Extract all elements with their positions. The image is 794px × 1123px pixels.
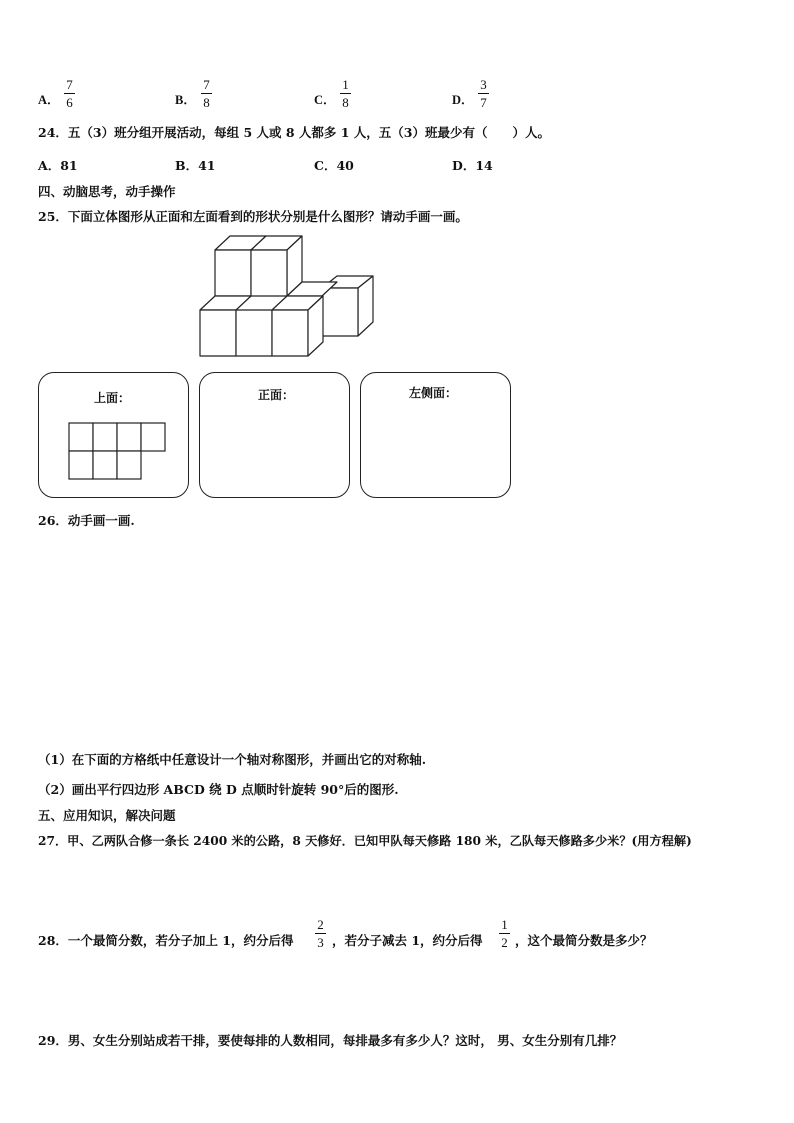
q28-part-2: ，若分子减去 1，约分后得 — [332, 933, 483, 948]
denominator: 3 — [317, 935, 324, 950]
denominator: 7 — [480, 95, 487, 110]
q27-question: 27．甲、乙两队合修一条长 2400 米的公路，8 天修好．已知甲队每天修路 180 米，乙队每天修路多少米？(用方程解) — [38, 834, 692, 848]
q28-fraction-1 — [315, 917, 326, 950]
q23-option-d-fraction — [478, 77, 489, 110]
numerator: 1 — [342, 77, 349, 92]
q23-option-c-fraction — [340, 77, 351, 110]
q23-option-a-fraction — [64, 77, 75, 110]
front-view-label: 正面： — [258, 388, 295, 402]
denominator: 8 — [203, 95, 210, 110]
q26-sub-1: （1）在下面的方格纸中任意设计一个轴对称图形，并画出它的对称轴. — [38, 752, 427, 767]
option-letter: A． — [38, 93, 60, 107]
option-letter: D． — [452, 93, 474, 107]
q24-question: 24．五（3）班分组开展活动，每组 5 人或 8 人都多 1 人，五（3）班最少有（ ）人。 — [38, 125, 550, 140]
numerator: 1 — [501, 917, 508, 932]
option-letter: B． — [175, 93, 196, 107]
q26-question: 26．动手画一画. — [38, 513, 135, 528]
top-view-grid — [68, 421, 168, 481]
q28-part-3: ，这个最简分数是多少？ — [515, 933, 653, 948]
q23-option-d[interactable] — [452, 89, 474, 108]
q23-option-c[interactable] — [314, 89, 336, 108]
front-view-box[interactable] — [199, 372, 350, 498]
cube-figure — [190, 230, 385, 360]
section-heading: 五、应用知识，解决问题 — [38, 808, 176, 823]
numerator: 3 — [480, 77, 487, 92]
top-view-label: 上面： — [94, 391, 131, 405]
top-view-box — [38, 372, 189, 498]
left-view-box[interactable] — [360, 372, 511, 498]
left-view-label: 左侧面： — [409, 386, 458, 400]
q23-option-b[interactable] — [175, 89, 196, 108]
numerator: 7 — [66, 77, 73, 92]
q25-question: 25．下面立体图形从正面和左面看到的形状分别是什么图形？请动手画一画。 — [38, 209, 468, 224]
q23-option-a[interactable] — [38, 89, 60, 108]
q24-option-d[interactable]: D．14 — [452, 158, 493, 173]
q23-option-b-fraction — [201, 77, 212, 110]
q28-fraction-2 — [499, 917, 510, 950]
q24-option-a[interactable]: A．81 — [38, 158, 78, 173]
denominator: 2 — [501, 935, 508, 950]
numerator: 2 — [317, 917, 324, 932]
denominator: 6 — [66, 95, 73, 110]
q24-option-b[interactable]: B．41 — [175, 158, 216, 173]
q26-sub-2: （2）画出平行四边形 ABCD 绕 D 点顺时针旋转 90°后的图形. — [38, 782, 399, 797]
q24-option-c[interactable]: C．40 — [314, 158, 354, 173]
q28-part-1: 28．一个最简分数，若分子加上 1，约分后得 — [38, 933, 294, 948]
numerator: 7 — [203, 77, 210, 92]
section-heading: 四、动脑思考，动手操作 — [38, 184, 176, 199]
q29-question: 29．男、女生分别站成若干排，要使每排的人数相同，每排最多有多少人？这时， 男、女生分别有几排？ — [38, 1033, 623, 1048]
option-letter: C． — [314, 93, 336, 107]
denominator: 8 — [342, 95, 349, 110]
